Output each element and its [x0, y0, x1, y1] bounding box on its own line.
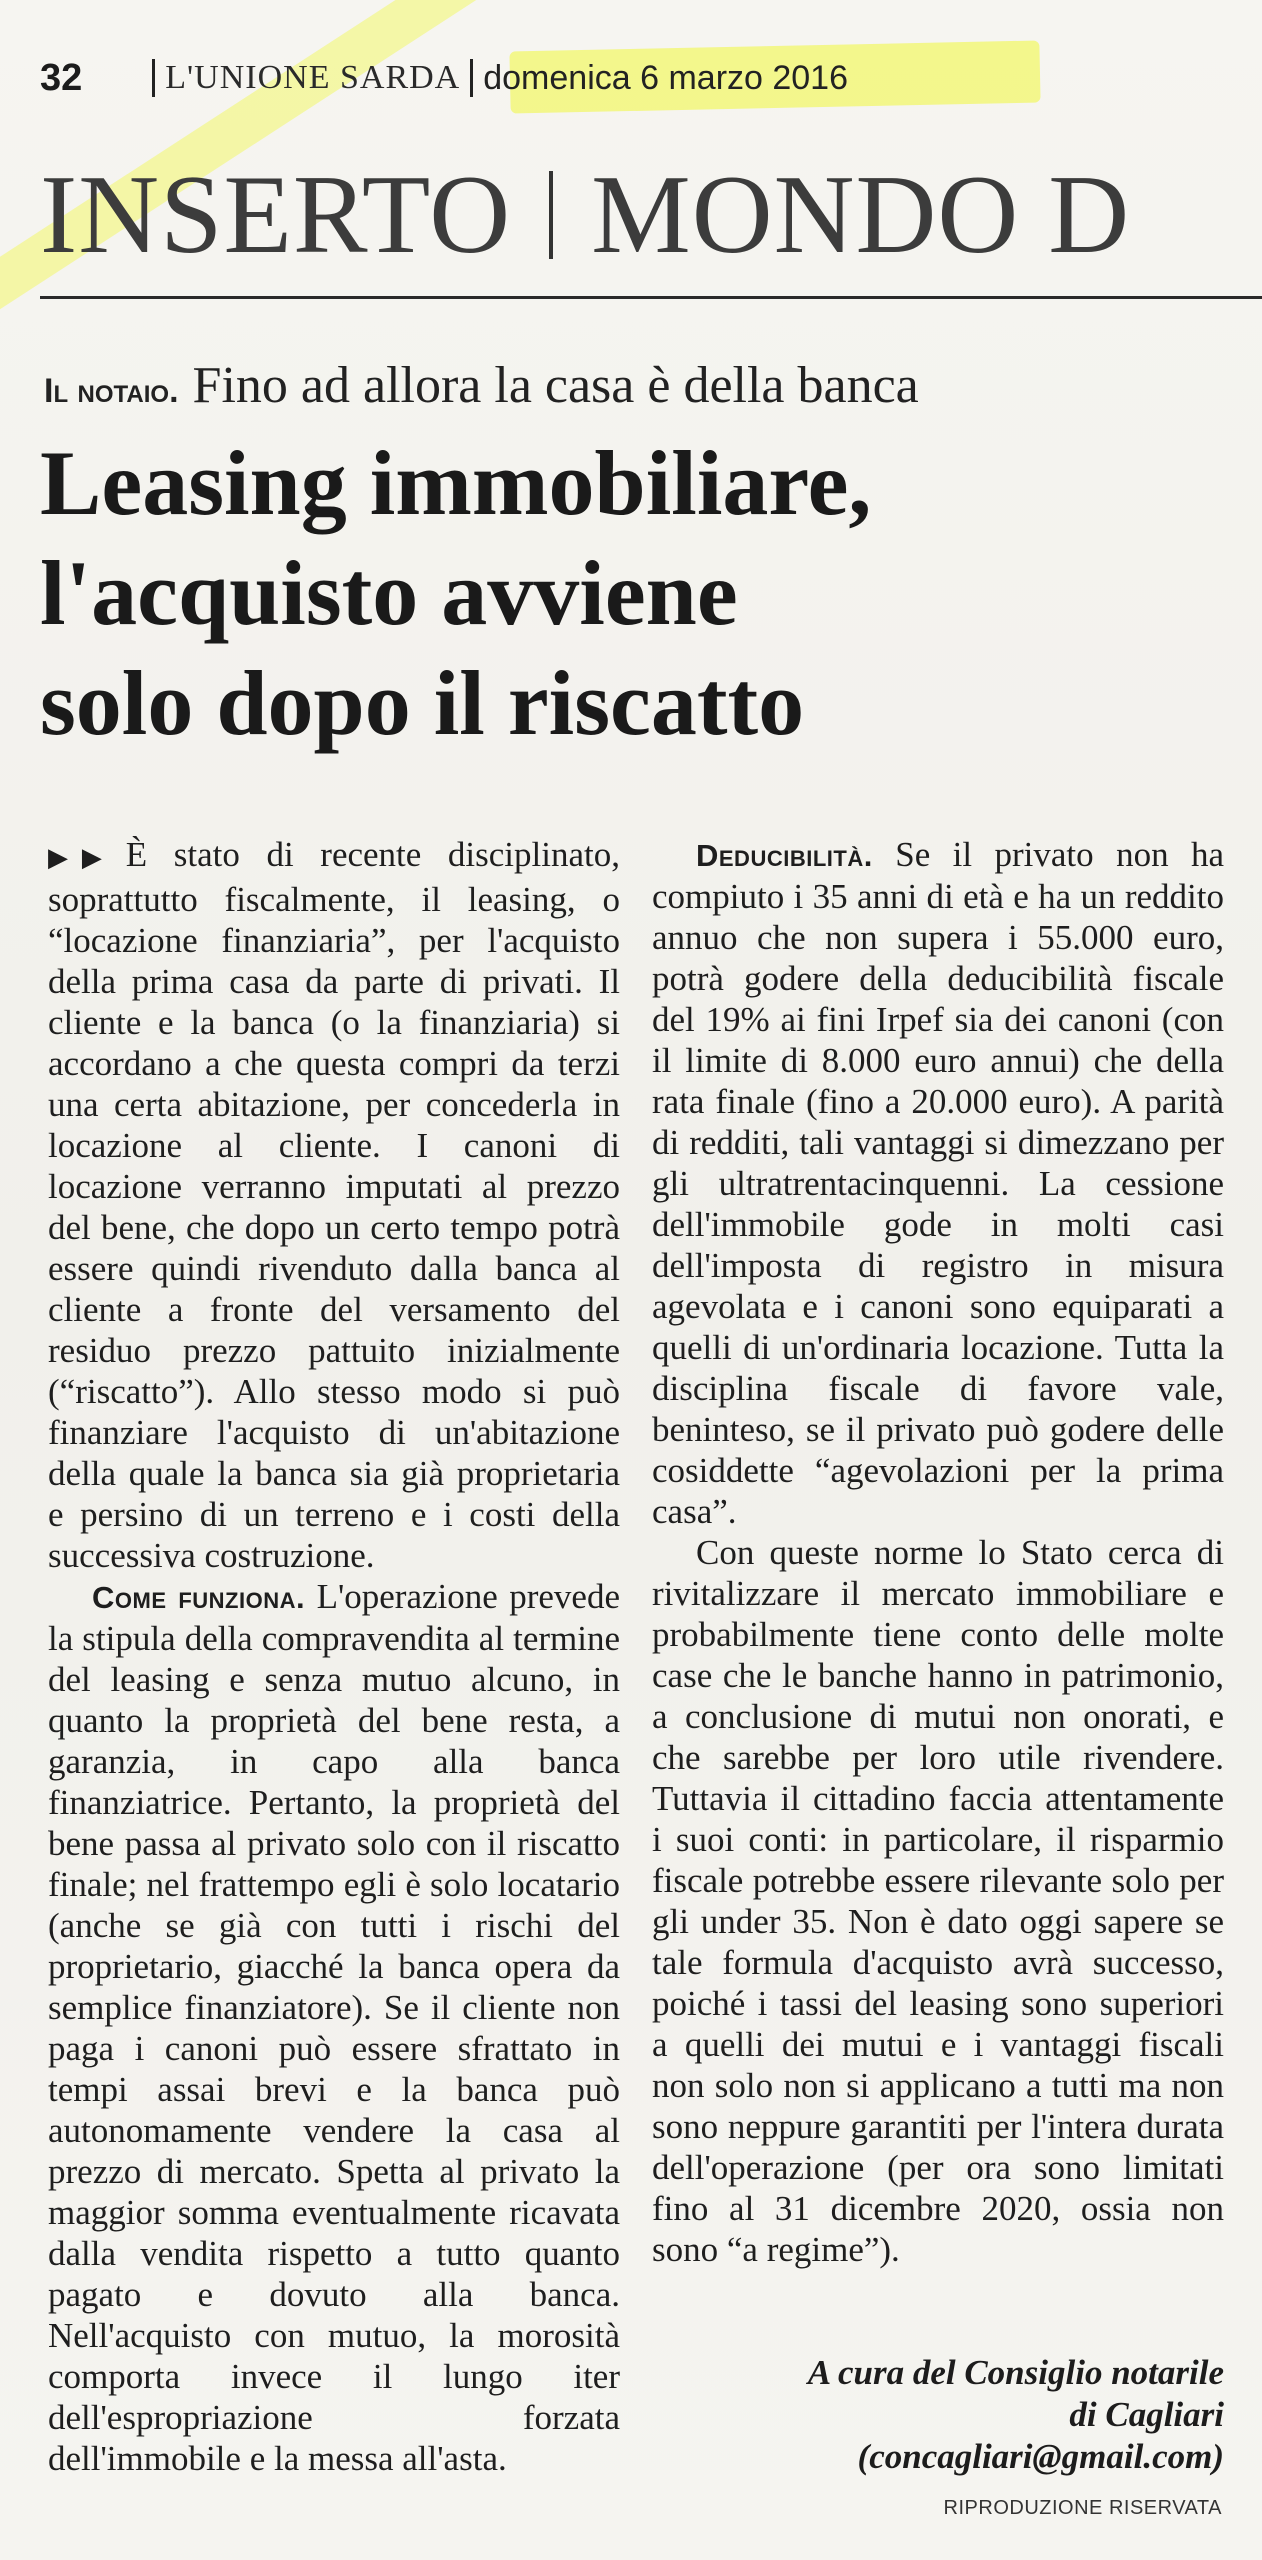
- kicker: [44, 356, 919, 415]
- kicker-label: Il notaio.: [44, 372, 179, 410]
- section-label: INSERTO: [40, 152, 512, 277]
- signature-line: di Cagliari: [1069, 2395, 1224, 2434]
- kicker-text: Fino ad allora la casa è della banca: [192, 357, 919, 414]
- paragraph-text: Se il privato non ha compiuto i 35 anni di età e ha un reddito annuo che non supera i 55.000 euro, potrà godere della deducibilità fiscale del 19% ai fini Irpef sia dei canoni (con il limite di 8.000 euro annui) che della rata finale (fino a 20.000 euro). A parità di redditi, tali vantaggi si dimezzano per gli ultratrentacinquenni. La cessione dell'immobile gode in molti casi dell'imposta di registro in misura agevolata e i canoni sono equiparati a quelli di un'ordinaria locazione. Tutta la disciplina fiscale di favore vale, beninteso, se il privato può godere delle cosiddette “agevolazioni per la prima casa”.: [652, 835, 1225, 1531]
- contact-email: (concagliari@gmail.com): [857, 2437, 1224, 2476]
- lead-paragraph: [48, 834, 620, 1576]
- headline-line: Leasing immobiliare,: [40, 432, 872, 534]
- subhead: Come funziona.: [92, 1580, 306, 1615]
- double-arrow-icon: ▶▶: [48, 843, 116, 873]
- section-banner: [40, 140, 1262, 290]
- subhead: Deducibilità.: [696, 838, 873, 873]
- divider: [152, 59, 155, 97]
- copyright-notice: RIPRODUZIONE RISERVATA: [943, 2497, 1222, 2519]
- issue-date: domenica 6 marzo 2016: [483, 58, 849, 97]
- headline-line: solo dopo il riscatto: [40, 652, 805, 754]
- closing-paragraph: Con queste norme lo Stato cerca di rivitalizzare il mercato immobiliare e probabilmente tiene conto delle molte case che le banche hanno in patrimonio, a conclusione di mutui non onorati, e che sarebbe per loro utile rivendere. Tuttavia il cittadino faccia attentamente i suoi conti: in particolare, il risparmio fiscale potrebbe essere rilevante solo per gli under 35. Non è dato oggi sapere se tale formula d'acquisto avrà successo, poiché i tassi del leasing sono superiori a quelli dei mutui e i vantaggi fiscali non solo non si applicano a tutti ma non sono neppure garantiti per l'intera durata dell'operazione (per ora sono limitati fino al 31 dicembre 2020, ossia non sono “a regime”).: [652, 1533, 1224, 2269]
- section-rule: [40, 296, 1262, 299]
- newspaper-name: L'UNIONE SARDA: [165, 59, 461, 96]
- section-paragraph: [48, 1576, 620, 2479]
- headline-line: l'acquisto avviene: [40, 542, 738, 644]
- headline: [40, 428, 1220, 758]
- lead-text: È stato di recente disciplinato, soprattutto fiscalmente, il leasing, o “locazione finanziaria”, per l'acquisto della prima casa da parte di privati. Il cliente e la banca (o la finanziaria) si accordano a che questa compri da terzi una certa abitazione, per concederla in locazione al cliente. I canoni di locazione verranno imputati al prezzo del bene, che dopo un certo tempo potrà essere quindi rivenduto dalla banca al cliente a fronte del versamento del residuo prezzo pattuito inizialmente (“riscatto”). Allo stesso modo si può finanziare l'acquisto di un'abitazione della quale la banca sia già proprietaria e persino di un terreno e i costi della successiva costruzione.: [48, 835, 620, 1575]
- signature-line: A cura del Consiglio notarile: [807, 2353, 1224, 2392]
- article-column-left: [48, 834, 620, 2479]
- section-paragraph: [652, 834, 1224, 1532]
- page-number: 32: [40, 56, 83, 99]
- article-column-right: [652, 834, 1224, 2270]
- section-label-right: MONDO D: [591, 152, 1131, 277]
- paragraph-text: L'operazione prevede la stipula della compravendita al termine del leasing e senza mutuo alcuno, in quanto la proprietà del bene resta, a garanzia, in capo alla banca finanziatrice. Pertanto, la proprietà del bene passa al privato solo con il riscatto finale; nel frattempo egli è solo locatario (anche se già con tutti i rischi del proprietario, giacché la banca opera da semplice finanziatore). Se il cliente non paga i canoni può essere sfrattato in tempi assai brevi e la banca può autonomamente vendere la casa al prezzo di mercato. Spetta al privato la maggior somma eventualmente ricavata dalla vendita rispetto a tutto quanto pagato e dovuto alla banca. Nell'acquisto con mutuo, la morosità comporta invece il lungo iter dell'espropriazione forzata dell'immobile e la messa all'asta.: [48, 1577, 620, 2478]
- page-header: [40, 52, 848, 104]
- divider: [470, 59, 473, 97]
- author-signature: [652, 2352, 1224, 2478]
- divider: [549, 171, 553, 259]
